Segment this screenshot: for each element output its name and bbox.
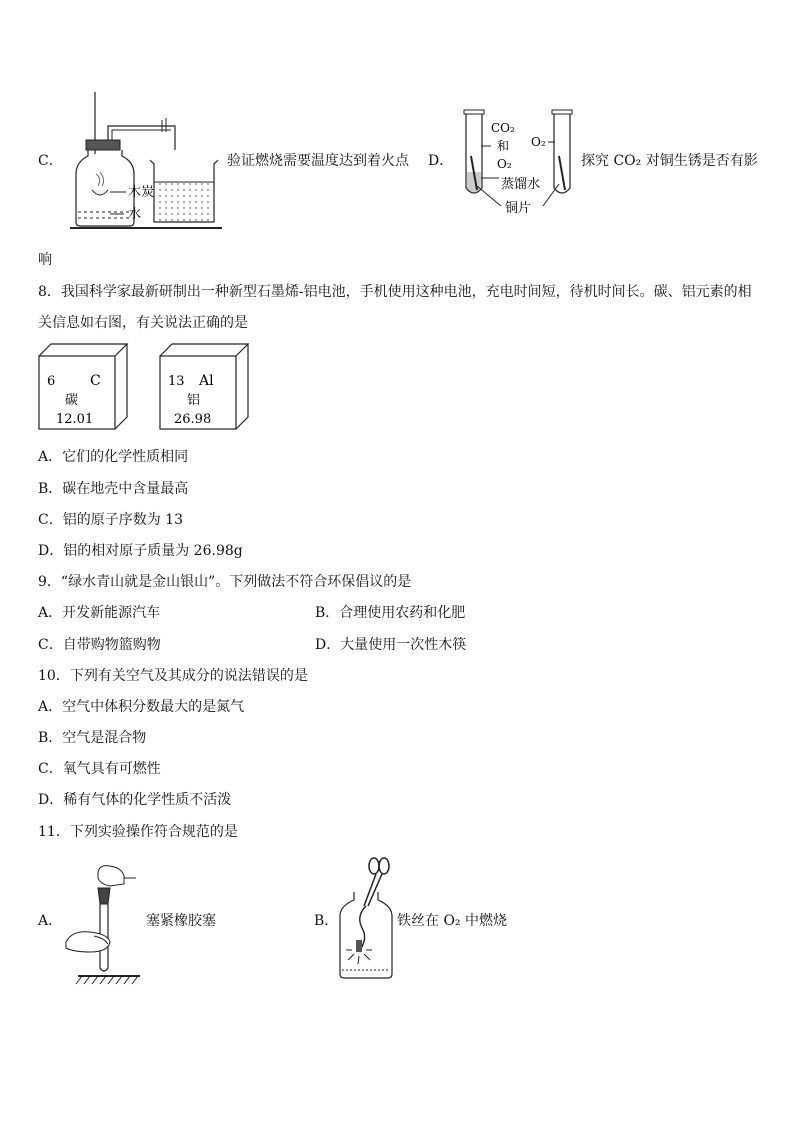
- q9-stem: 9．“绿水青山就是金山银山”。下列做法不符合环保倡议的是: [38, 574, 412, 590]
- q9-option-b: B．合理使用农药和化肥: [315, 605, 466, 621]
- q11-option-b-label: B．: [314, 913, 339, 929]
- q8-option-d: D．铝的相对原子质量为 26.98g: [38, 543, 243, 559]
- q8-option-b: B．碳在地壳中含量最高: [38, 481, 189, 497]
- q11-option-a-label: A．: [38, 913, 63, 929]
- iron-wire-combustion-figure: [334, 856, 394, 980]
- q7-option-d-label: D．: [428, 153, 454, 169]
- test-tubes-figure: [455, 106, 577, 218]
- carbon-name: 碳: [65, 393, 79, 408]
- q7-option-c-text: 验证燃烧需要温度达到着火点: [227, 153, 409, 169]
- carbon-element-card: [38, 343, 130, 431]
- co2-label: CO₂: [491, 121, 515, 135]
- copper-sheet-label: 铜片: [505, 201, 532, 216]
- carbon-atomic-number: 6: [47, 374, 56, 389]
- carbon-atomic-mass: 12.01: [56, 412, 94, 427]
- water-label: 水: [128, 207, 142, 222]
- q10-option-a: A．空气中体积分数最大的是氮气: [38, 699, 245, 715]
- q10-stem: 10．下列有关空气及其成分的说法错误的是: [38, 668, 308, 684]
- q9-option-a: A．开发新能源汽车: [38, 605, 161, 621]
- q7-option-d-text: 探究 CO₂ 对铜生锈是否有影: [581, 153, 758, 169]
- q9-option-d: D．大量使用一次性木筷: [315, 637, 467, 653]
- q7-option-d-text-continued: 响: [38, 252, 52, 268]
- carbon-symbol: C: [90, 373, 101, 389]
- q10-option-d: D．稀有气体的化学性质不活泼: [38, 792, 232, 808]
- charcoal-label: 木炭: [128, 185, 155, 200]
- q8-stem-line2: 关信息如右图，有关说法正确的是: [38, 315, 248, 331]
- o2-right-label: O₂: [531, 135, 546, 149]
- q10-option-b: B．空气是混合物: [38, 730, 147, 746]
- distilled-water-label: 蒸馏水: [501, 177, 541, 192]
- q9-option-c: C．自带购物篮购物: [38, 637, 161, 653]
- o2-left-label: O₂: [497, 157, 512, 171]
- aluminum-element-card: [159, 343, 251, 431]
- q11-stem: 11．下列实验操作符合规范的是: [38, 824, 238, 840]
- q7-option-c-label: C．: [38, 153, 63, 169]
- q11-option-b-text: 铁丝在 O₂ 中燃烧: [397, 913, 507, 929]
- and-label: 和: [497, 139, 510, 153]
- combustion-apparatus-figure: [62, 92, 227, 232]
- q10-option-c: C．氧气具有可燃性: [38, 761, 161, 777]
- q8-option-a: A．它们的化学性质相同: [38, 449, 189, 465]
- aluminum-atomic-mass: 26.98: [174, 412, 212, 427]
- q11-option-a-text: 塞紧橡胶塞: [146, 913, 216, 929]
- aluminum-name: 铝: [187, 393, 201, 408]
- q8-option-c: C．铝的原子序数为 13: [38, 512, 183, 528]
- stopper-insertion-figure: [64, 858, 144, 986]
- aluminum-symbol: Al: [199, 373, 214, 389]
- aluminum-atomic-number: 13: [168, 374, 185, 389]
- q8-stem-line1: 8．我国科学家最新研制出一种新型石墨烯-铝电池，手机使用这种电池，充电时间短，待机时间长。碳、铝元素的相: [38, 284, 752, 300]
